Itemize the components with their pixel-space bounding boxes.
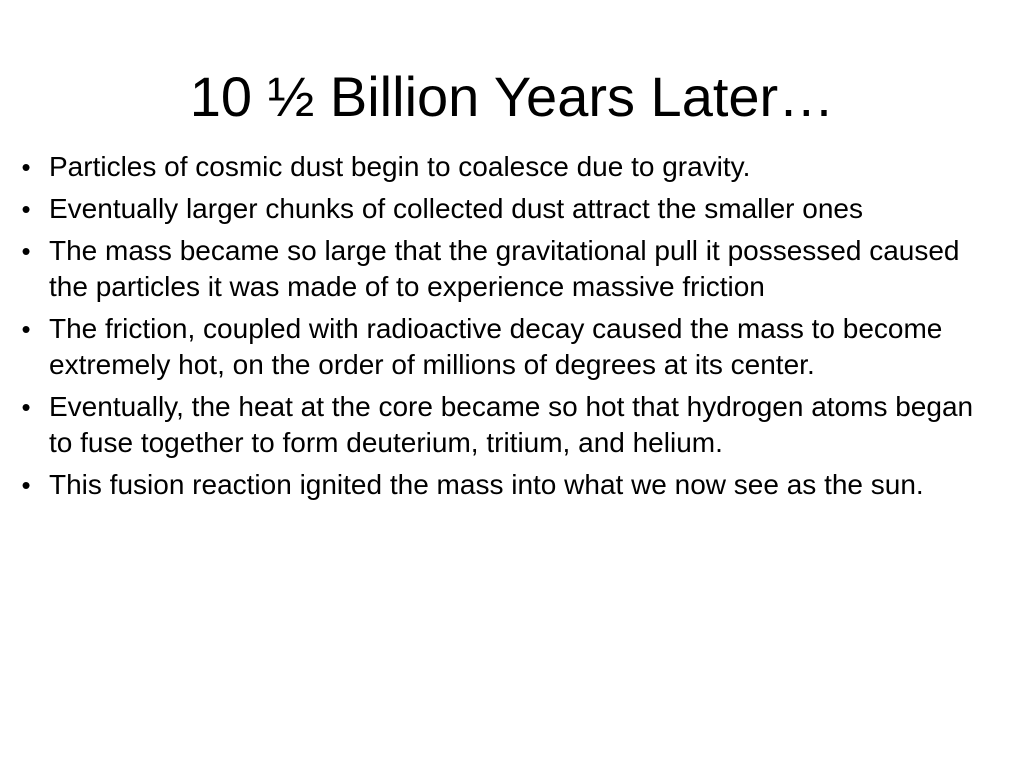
bullet-icon: • bbox=[21, 392, 31, 422]
bullet-icon: • bbox=[21, 152, 31, 182]
bullet-item bbox=[14, 389, 1004, 461]
bullet-text: The mass became so large that the gravitational pull it possessed caused the particles it was made of to experience massive friction bbox=[49, 235, 960, 302]
bullet-item bbox=[14, 467, 1004, 503]
bullet-icon: • bbox=[21, 194, 31, 224]
bullet-text: Particles of cosmic dust begin to coalesce due to gravity. bbox=[49, 151, 751, 182]
bullet-icon: • bbox=[21, 470, 31, 500]
bullet-item bbox=[14, 311, 1004, 383]
slide-title: 10 ½ Billion Years Later… bbox=[189, 65, 835, 128]
bullet-text: Eventually, the heat at the core became so hot that hydrogen atoms began to fuse together to form deuterium, tritium, and helium. bbox=[49, 391, 974, 458]
bullet-text: This fusion reaction ignited the mass into what we now see as the sun. bbox=[49, 469, 924, 500]
bullet-item bbox=[14, 191, 1004, 227]
bullet-item bbox=[14, 149, 1004, 185]
bullet-item bbox=[14, 233, 1004, 305]
bullet-icon: • bbox=[21, 314, 31, 344]
bullet-text: Eventually larger chunks of collected dust attract the smaller ones bbox=[49, 193, 863, 224]
bullet-text: The friction, coupled with radioactive decay caused the mass to become extremely hot, on the order of millions of degrees at its center. bbox=[49, 313, 943, 380]
bullet-icon: • bbox=[21, 236, 31, 266]
bullet-list bbox=[14, 149, 1004, 509]
